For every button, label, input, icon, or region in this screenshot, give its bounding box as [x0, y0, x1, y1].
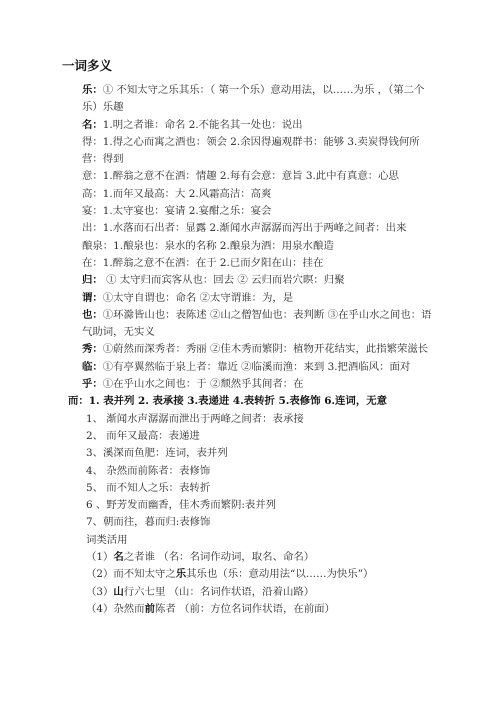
- entry-text: 在：1.醉翁之意不在酒：在于 2.已而夕阳在山：挂在: [82, 256, 324, 269]
- usage-item: [68, 566, 436, 583]
- usage-keyword: 乐: [175, 568, 187, 581]
- polysemy-entry: [68, 117, 436, 134]
- polysemy-entry: [68, 238, 436, 255]
- entry-text: 宴：1.太守宴也：宴请 2.宴酣之乐：宴会: [82, 205, 272, 218]
- entry-head: 乐：: [82, 84, 103, 96]
- polysemy-entry: [68, 341, 436, 358]
- polysemy-entry: [68, 168, 436, 185]
- usage-prefix: （4）杂然而: [86, 602, 145, 615]
- er-example: 3、溪深而鱼肥：连词，表并列: [86, 447, 228, 460]
- usage-explanation: 之者谁 （名：名词作动词，取名、命名）: [123, 551, 315, 564]
- polysemy-entry: [68, 307, 436, 342]
- entry-text: 得：1.得之心而寓之酒也：领会 2.余因得遍观群书：能够 3.卖炭得钱何所营：得到: [82, 135, 420, 166]
- entry-text: 出：1.水落而石出者：显露 2.渐闻水声潺潺而泻出于两峰之间者：出来: [82, 222, 407, 235]
- entry-head: 名：: [82, 118, 103, 131]
- polysemy-entry: [68, 186, 436, 203]
- polysemy-entry: [68, 82, 436, 117]
- entry-text: ① 不知太守之乐其乐：（ 第一个乐）意动用法，以……为乐 ，（第二个乐）乐趣: [82, 84, 425, 114]
- polysemy-entry: [68, 134, 436, 169]
- usage-explanation: 陈者 （前：方位名词作状语，在前面）: [154, 602, 335, 615]
- entry-head: 临：: [82, 360, 103, 373]
- entry-text: ①有亭翼然临于泉上者：靠近 ②临溪而渔：来到 3.把酒临风：面对: [102, 360, 411, 373]
- polysemy-entry: [68, 203, 436, 220]
- usage-explanation: 行六七里 （山：名词作状语，沿着山路）: [123, 585, 315, 598]
- entry-text: ①环滁皆山也：表陈述 ②山之僧智仙也：表判断 ③在乎山水之间也：语气助词，无实义: [82, 308, 432, 339]
- usage-keyword: 山: [113, 585, 124, 598]
- usage-item: [68, 601, 436, 618]
- entry-text: 酿泉：1.酿泉也：泉水的名称 2.酿泉为酒：用泉水酿造: [82, 239, 334, 252]
- polysemy-entry: [68, 220, 436, 237]
- usage-heading: 词类活用: [86, 533, 128, 546]
- polysemy-list: [68, 82, 436, 393]
- er-example-list: [68, 411, 436, 532]
- entry-head: 秀：: [82, 343, 103, 356]
- usage-keyword: 前: [144, 602, 155, 615]
- er-example: 5、 而不知人之乐：表转折: [86, 481, 211, 494]
- entry-text: ① 太守归而宾客从也：回去 ② 云归而岩穴暝：归聚: [102, 274, 345, 287]
- usage-prefix: （2）而不知太守之: [86, 568, 176, 581]
- polysemy-entry: [68, 272, 436, 289]
- polysemy-entry: [68, 255, 436, 272]
- entry-head: 乎：: [82, 378, 103, 391]
- usage-explanation: 其乐也（乐：意动用法“以……为快乐”）: [186, 568, 374, 581]
- entry-text: 意：1.醉翁之意不在酒：情趣 2.每有会意：意旨 3.此中有真意：心思: [82, 170, 399, 183]
- entry-head: 谓：: [82, 291, 103, 304]
- er-example: 1、 渐闻水声潺潺而泄出于两峰之间者：表承接: [86, 412, 304, 425]
- polysemy-entry: [68, 359, 436, 376]
- section-title: 一词多义: [62, 58, 113, 73]
- entry-text: ①太守自谓也：命名 ②太守谓谁：为，是: [102, 291, 294, 304]
- entry-head: 也：: [82, 308, 103, 321]
- usage-list: [68, 549, 436, 618]
- er-example: 4、 杂然而前陈者：表修饰: [86, 464, 211, 477]
- usage-prefix: （3）: [86, 585, 114, 598]
- polysemy-entry: [68, 290, 436, 307]
- entry-head: 归：: [82, 274, 103, 287]
- er-summary-line: 而：1. 表并列 2. 表承接 3.表递进 4.表转折 5.表修饰 6.连词，无意: [68, 395, 387, 408]
- usage-prefix: （1）: [86, 551, 114, 564]
- usage-item: [68, 584, 436, 601]
- polysemy-entry: [68, 376, 436, 393]
- entry-text: 高：1.而年又最高：大 2.风霜高洁：高爽: [82, 187, 272, 200]
- er-example: 2、 而年又最高：表递进: [86, 429, 200, 442]
- usage-keyword: 名: [113, 551, 124, 564]
- er-example: 6 、野芳发而幽香，佳木秀而繁阴:表并列: [86, 499, 277, 512]
- er-example: 7、朝而往，暮而归:表修饰: [86, 516, 211, 529]
- entry-text: ①蔚然而深秀者：秀丽 ②佳木秀而繁阴：植物开花结实，此指繁荣滋长: [102, 343, 429, 356]
- entry-text: 1.明之者谁：命名 2.不能名其一处也：说出: [102, 118, 303, 131]
- usage-item: [68, 549, 436, 566]
- entry-text: ①在乎山水之间也：于 ②颓然乎其间者：在: [102, 378, 304, 391]
